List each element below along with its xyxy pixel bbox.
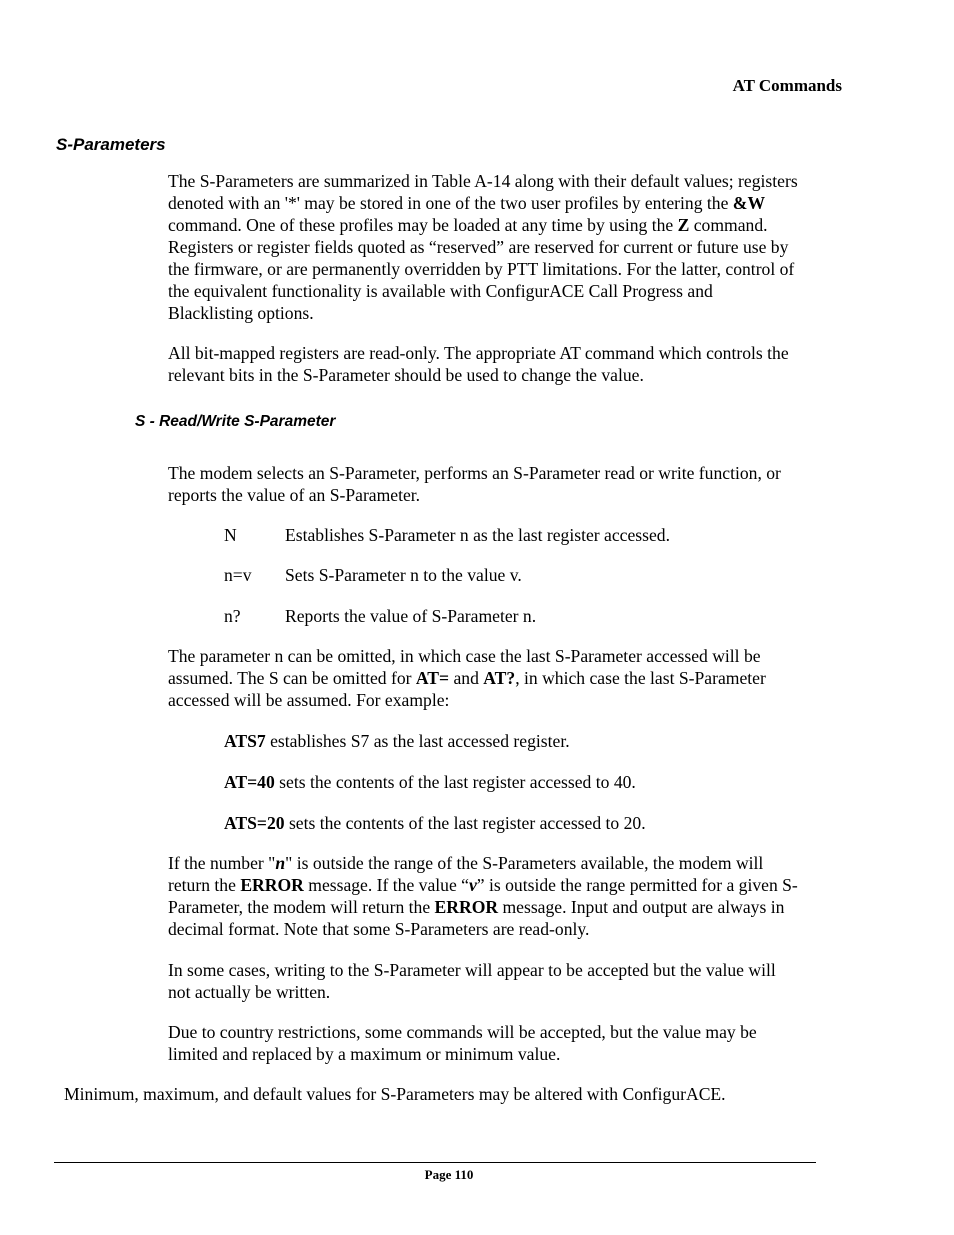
example-line: AT=40 sets the contents of the last register accessed to 40. bbox=[224, 772, 636, 792]
defaults-note: Minimum, maximum, and default values for S-Parameters may be altered with ConfigurACE. bbox=[64, 1084, 726, 1104]
definition-desc: Reports the value of S-Parameter n. bbox=[285, 606, 537, 626]
subsection-heading: S - Read/Write S-Parameter bbox=[135, 413, 336, 430]
footer-divider bbox=[54, 1162, 816, 1163]
definition-desc: Establishes S-Parameter n as the last register accessed. bbox=[285, 525, 670, 545]
section-heading: S-Parameters bbox=[56, 135, 166, 154]
bitmapped-paragraph: All bit-mapped registers are read-only. The appropriate AT command which controls the relevant bits in the S-Parameter should be used to change the value. bbox=[168, 343, 789, 385]
running-header: AT Commands bbox=[732, 76, 842, 95]
example-line: ATS=20 sets the contents of the last register accessed to 20. bbox=[224, 813, 646, 833]
intro-paragraph: The S-Parameters are summarized in Table A-14 along with their default values; registers denoted with an '*' may be stored in one of the two user profiles by entering the &W command. One of these profiles may be loaded at any time by using the Z command. Registers or register fields quoted as “reserved” are reserved for current or future use by the firmware, or are permanently overridden by PTT limitations. For the latter, control of the equivalent functionality is available with ConfigurACE Call Progress and Blacklisting options. bbox=[168, 171, 798, 323]
accepted-paragraph: In some cases, writing to the S-Parameter will appear to be accepted but the value will not actually be written. bbox=[168, 960, 776, 1002]
example-line: ATS7 establishes S7 as the last accessed register. bbox=[224, 731, 570, 751]
page-number: Page 110 bbox=[424, 1167, 474, 1182]
range-paragraph: If the number "n" is outside the range of the S-Parameters available, the modem will return the ERROR message. If the value “v” is outside the range permitted for a given S- Parameter, the modem will return the ERROR message. Input and output are always in decimal format. Note that some S-Parameters are read-only. bbox=[168, 853, 798, 939]
definition-desc: Sets S-Parameter n to the value v. bbox=[285, 565, 522, 585]
definition-term: n? bbox=[224, 606, 241, 626]
country-paragraph: Due to country restrictions, some commands will be accepted, but the value may be limited and replaced by a maximum or minimum value. bbox=[168, 1022, 757, 1064]
description-paragraph: The modem selects an S-Parameter, performs an S-Parameter read or write function, or reports the value of an S-Parameter. bbox=[168, 463, 781, 505]
definition-term: N bbox=[224, 525, 237, 545]
definition-term: n=v bbox=[224, 565, 252, 585]
omit-paragraph: The parameter n can be omitted, in which case the last S-Parameter accessed will be assumed. The S can be omitted for AT= and AT?, in which case the last S-Parameter accessed will be assumed. For example: bbox=[168, 646, 766, 710]
